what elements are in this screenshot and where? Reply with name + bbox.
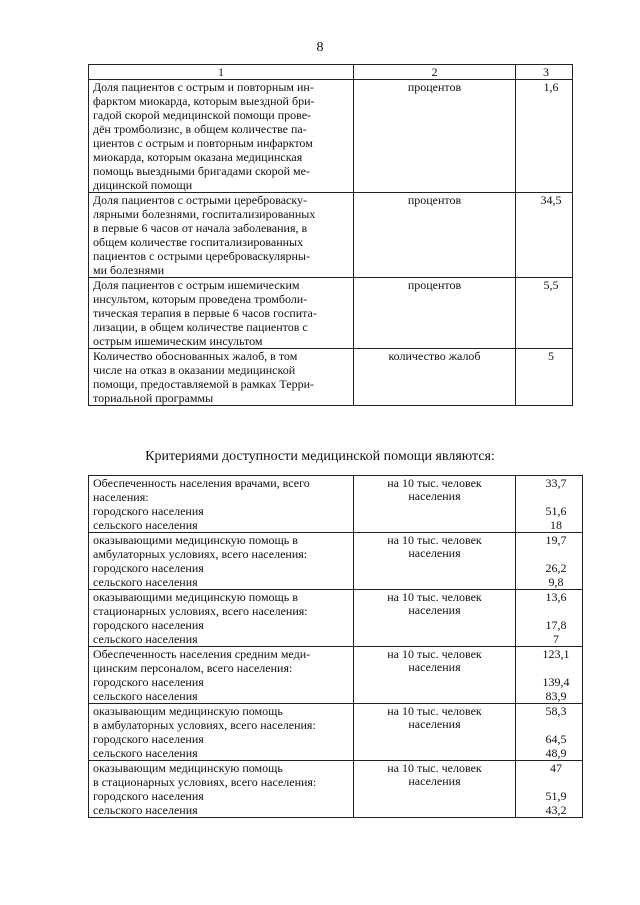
rural-label: сельского населения <box>93 518 198 532</box>
indicator-line: тическая терапия в первые 6 часов госпита- <box>93 306 317 320</box>
rural-value: 48,9 <box>545 746 567 760</box>
value-cell <box>516 476 583 533</box>
unit-cell <box>354 761 516 818</box>
blank-value <box>530 604 582 618</box>
total-value: 47 <box>550 761 562 775</box>
blank-value <box>530 775 582 789</box>
rural-value: 43,2 <box>545 803 567 817</box>
urban-value: 139,4 <box>542 675 570 689</box>
indicator-line: Доля пациентов с острым ишемическим <box>93 278 300 292</box>
blank-value <box>530 718 582 732</box>
table-row <box>89 590 583 647</box>
unit-cell <box>354 647 516 704</box>
rural-label: сельского населения <box>93 632 198 646</box>
unit-line: населения <box>408 489 461 503</box>
rural-value: 83,9 <box>545 689 567 703</box>
indicator-cell <box>89 349 354 406</box>
value-cell: 1,6 <box>516 80 573 193</box>
indicator-line: оказывающими медицинскую помощь в <box>93 533 298 547</box>
rural-value: 18 <box>550 518 562 532</box>
unit-line: населения <box>408 660 461 674</box>
indicator-line: оказывающими медицинскую помощь в <box>93 590 298 604</box>
total-value: 19,7 <box>545 533 567 547</box>
indicator-line: цинским персоналом, всего населения: <box>93 661 293 675</box>
indicator-line: инсультом, которым проведена тромболи- <box>93 292 308 306</box>
urban-label: городского населения <box>93 789 204 803</box>
indicator-line: дён тромболизис, в общем количестве па- <box>93 122 307 136</box>
urban-label: городского населения <box>93 618 204 632</box>
unit-line: на 10 тыс. человек <box>387 533 482 547</box>
indicator-cell <box>89 761 354 818</box>
indicator-line: в первые 6 часов от начала заболевания, в <box>93 221 308 235</box>
table-row <box>89 278 573 349</box>
indicator-cell <box>89 80 354 193</box>
indicator-line: циентов с острым и повторным инфарктом <box>93 136 313 150</box>
unit-line: на 10 тыс. человек <box>387 476 482 490</box>
indicator-line: в амбулаторных условиях, всего населения: <box>93 718 316 732</box>
unit-line: населения <box>408 546 461 560</box>
unit-cell: количество жалоб <box>354 349 516 406</box>
value-cell <box>516 704 583 761</box>
table-row <box>89 647 583 704</box>
criteria-access-table <box>88 475 583 818</box>
rural-label: сельского населения <box>93 575 198 589</box>
indicator-cell <box>89 704 354 761</box>
total-value: 13,6 <box>545 590 567 604</box>
indicator-line: лярными болезнями, госпитализированных <box>93 207 316 221</box>
indicator-cell <box>89 278 354 349</box>
unit-line: на 10 тыс. человек <box>387 704 482 718</box>
indicator-line: фарктом миокарда, которым выездной бри- <box>93 94 315 108</box>
urban-label: городского населения <box>93 561 204 575</box>
indicator-line: Количество обоснованных жалоб, в том <box>93 349 298 363</box>
page-number: 8 <box>316 40 324 55</box>
indicator-line: оказывающим медицинскую помощь <box>93 761 283 775</box>
indicator-line: общем количестве госпитализированных <box>93 235 304 249</box>
total-value: 58,3 <box>545 704 567 718</box>
urban-value: 17,8 <box>545 618 567 632</box>
indicator-line: числе на отказ в оказании медицинской <box>93 363 296 377</box>
table-row <box>89 533 583 590</box>
table-row <box>89 80 573 193</box>
indicator-line: в стационарных условиях, всего населения: <box>93 775 317 789</box>
unit-line: населения <box>408 717 461 731</box>
unit-cell <box>354 590 516 647</box>
unit-line: на 10 тыс. человек <box>387 761 482 775</box>
table-row <box>89 704 583 761</box>
section-heading: Критериями доступности медицинской помощи являются: <box>145 449 495 464</box>
value-cell <box>516 647 583 704</box>
table-row <box>89 193 573 278</box>
column-header-1: 1 <box>89 65 354 80</box>
value-cell: 5 <box>516 349 573 406</box>
urban-value: 26,2 <box>545 561 567 575</box>
indicator-line: оказывающим медицинскую помощь <box>93 704 283 718</box>
unit-line: на 10 тыс. человек <box>387 647 482 661</box>
column-header-2: 2 <box>354 65 516 80</box>
table-row <box>89 761 583 818</box>
indicator-line: дицинской помощи <box>93 178 193 192</box>
rural-label: сельского населения <box>93 803 198 817</box>
unit-cell: процентов <box>354 278 516 349</box>
urban-value: 64,5 <box>545 732 567 746</box>
indicator-line: стационарных условиях, всего населения: <box>93 604 308 618</box>
unit-cell <box>354 476 516 533</box>
indicator-line: помощи, предоставляемой в рамках Терри- <box>93 377 315 391</box>
table-row <box>89 476 583 533</box>
indicator-line: ми болезнями <box>93 263 165 277</box>
value-cell: 5,5 <box>516 278 573 349</box>
indicator-line: помощь выездными бригадами скорой ме- <box>93 164 310 178</box>
column-header-3: 3 <box>516 65 573 80</box>
unit-line: населения <box>408 603 461 617</box>
total-value: 33,7 <box>545 476 567 490</box>
urban-value: 51,9 <box>545 789 567 803</box>
total-value: 123,1 <box>542 647 570 661</box>
indicator-line: миокарда, которым оказана медицинская <box>93 150 303 164</box>
blank-value <box>530 661 582 675</box>
unit-cell <box>354 704 516 761</box>
criteria-quality-table <box>88 64 573 406</box>
indicator-line: лизации, в общем количестве пациентов с <box>93 320 308 334</box>
unit-cell: процентов <box>354 193 516 278</box>
blank-value <box>530 547 582 561</box>
unit-cell: процентов <box>354 80 516 193</box>
urban-label: городского населения <box>93 675 204 689</box>
rural-value: 7 <box>553 632 559 646</box>
indicator-cell <box>89 193 354 278</box>
indicator-line: населения: <box>93 490 149 504</box>
unit-line: населения <box>408 774 461 788</box>
rural-label: сельского населения <box>93 746 198 760</box>
indicator-line: ториальной программы <box>93 391 214 405</box>
unit-line: на 10 тыс. человек <box>387 590 482 604</box>
unit-cell <box>354 533 516 590</box>
indicator-cell <box>89 590 354 647</box>
indicator-cell <box>89 476 354 533</box>
urban-label: городского населения <box>93 504 204 518</box>
indicator-line: острым ишемическим инсультом <box>93 334 263 348</box>
indicator-line: Доля пациентов с острыми цереброваску- <box>93 193 308 207</box>
indicator-cell <box>89 647 354 704</box>
urban-value: 51,6 <box>545 504 567 518</box>
value-cell <box>516 761 583 818</box>
value-cell: 34,5 <box>516 193 573 278</box>
indicator-line: гадой скорой медицинской помощи прове- <box>93 108 312 122</box>
indicator-cell <box>89 533 354 590</box>
rural-value: 9,8 <box>548 575 564 589</box>
table-header-row <box>89 65 573 80</box>
rural-label: сельского населения <box>93 689 198 703</box>
blank-value <box>530 490 582 504</box>
urban-label: городского населения <box>93 732 204 746</box>
indicator-line: Обеспеченность населения средним меди- <box>93 647 311 661</box>
indicator-line: амбулаторных условиях, всего населения: <box>93 547 308 561</box>
value-cell <box>516 590 583 647</box>
value-cell <box>516 533 583 590</box>
indicator-line: Обеспеченность населения врачами, всего <box>93 476 310 490</box>
table-row <box>89 349 573 406</box>
indicator-line: пациентов с острыми цереброваскулярны- <box>93 249 310 263</box>
indicator-line: Доля пациентов с острым и повторным ин- <box>93 80 314 94</box>
